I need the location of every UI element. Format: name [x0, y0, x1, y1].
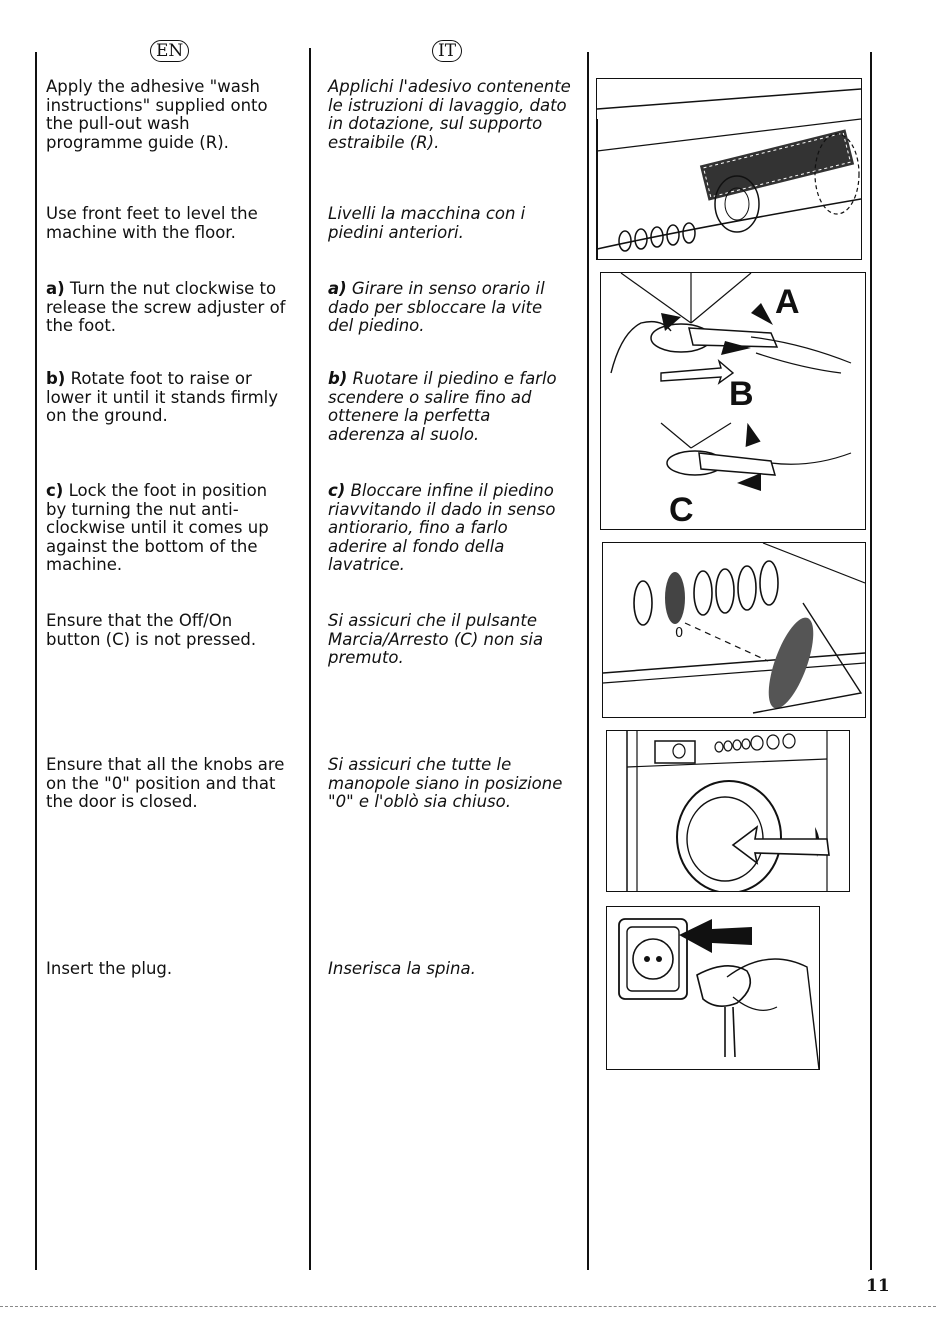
it-step-a-label: a): [328, 279, 347, 298]
door-closing-drawing: [607, 731, 849, 891]
en-step-c-label: c): [46, 481, 64, 500]
it-plug-instruction: Inserisca la spina.: [328, 959, 476, 978]
far-right-rule: [870, 52, 872, 1270]
en-step-b: [46, 370, 278, 426]
english-header: [150, 40, 189, 62]
programme-guide-drawing: [597, 79, 861, 259]
it-adhesive-instruction: Applichi l'adesivo contenente le istruzioni di lavaggio, dato in dotazione, sul supporto estraibile (R).: [328, 77, 571, 152]
foot-label-b: B: [729, 375, 754, 413]
en-level-instruction: Use front feet to level the machine with the floor.: [46, 204, 258, 242]
en-step-b-text: Rotate foot to raise or lower it until it stands firmly on the ground.: [46, 369, 279, 426]
en-adhesive-instruction: Apply the adhesive "wash instructions" supplied onto the pull-out wash programme guide (R).: [46, 77, 268, 152]
it-step-c-text: Bloccare infine il piedino riavvitando il dado in senso antiorario, fino a farlo aderire al fondo della lavatrice.: [328, 481, 556, 575]
it-knobs-instruction: Si assicuri che tutte le manopole siano in posizione "0" e l'oblò sia chiuso.: [328, 755, 563, 812]
it-step-a: [328, 280, 560, 336]
insert-plug-illustration: [606, 906, 820, 1070]
door-closing-illustration: [606, 730, 850, 892]
en-step-c: [46, 482, 278, 575]
page-bottom-rule: [0, 1306, 936, 1307]
foot-levelling-illustration: [600, 272, 866, 530]
en-step-c-text: Lock the foot in position by turning the nut anti-clockwise until it comes up against the bottom of the machine.: [46, 481, 269, 575]
foot-label-a: A: [775, 283, 800, 321]
en-step-a-text: Turn the nut clockwise to release the screw adjuster of the foot.: [46, 279, 286, 336]
right-column-rule: [587, 52, 589, 1270]
en-knobs-instruction: Ensure that all the knobs are on the "0" position and that the door is closed.: [46, 755, 285, 812]
en-step-a: [46, 280, 296, 336]
knob-zero-mark: 0: [675, 626, 684, 641]
it-step-b: [328, 370, 560, 444]
italian-header-badge: IT: [432, 40, 462, 62]
en-plug-instruction: Insert the plug.: [46, 959, 173, 978]
programme-guide-illustration: [596, 78, 862, 260]
insert-plug-drawing: [607, 907, 819, 1069]
foot-levelling-drawing: [601, 273, 865, 529]
foot-label-c: C: [669, 491, 694, 529]
middle-column-rule: [309, 48, 311, 1270]
it-step-b-label: b): [328, 369, 348, 388]
en-off-on-instruction: Ensure that the Off/On button (C) is not pressed.: [46, 611, 257, 649]
it-level-instruction: Livelli la macchina con i piedini anteriori.: [328, 204, 526, 242]
it-step-b-text: Ruotare il piedino e farlo scendere o salire fino ad ottenere la perfetta aderenza al suolo.: [328, 369, 557, 444]
off-on-button-illustration: [602, 542, 866, 718]
page-number: 11: [866, 1276, 890, 1296]
it-step-c-label: c): [328, 481, 346, 500]
it-step-a-text: Girare in senso orario il dado per sbloccare la vite del piedino.: [328, 279, 545, 336]
off-on-button-drawing: [603, 543, 865, 717]
it-step-c: [328, 482, 568, 575]
en-step-a-label: a): [46, 279, 65, 298]
left-column-rule: [35, 52, 37, 1270]
it-off-on-instruction: Si assicuri che il pulsante Marcia/Arresto (C) non sia premuto.: [328, 611, 544, 668]
en-step-b-label: b): [46, 369, 66, 388]
english-header-badge: EN: [150, 40, 189, 62]
italian-header: [432, 40, 462, 62]
